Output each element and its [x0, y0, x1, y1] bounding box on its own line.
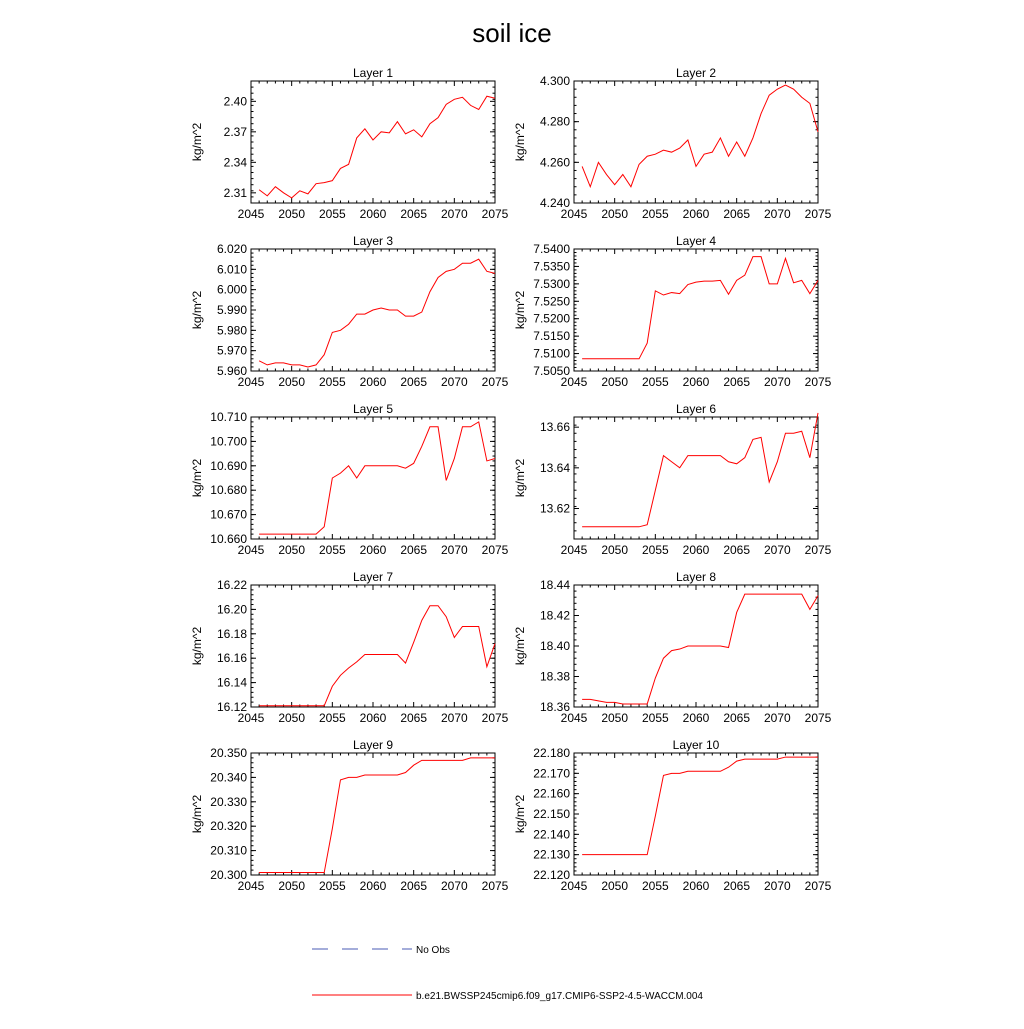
- y-axis-label: kg/m^2: [190, 290, 204, 330]
- panel-title: Layer 7: [352, 570, 394, 584]
- x-tick-label: 2065: [723, 879, 751, 893]
- series-line: [259, 422, 495, 534]
- plot-frame: [251, 753, 495, 875]
- y-tick-label: 22.170: [533, 766, 570, 781]
- series-line: [259, 758, 495, 873]
- y-tick-label: 20.320: [210, 819, 247, 834]
- x-tick-label: 2065: [400, 543, 428, 557]
- x-tick-label: 2055: [318, 375, 346, 389]
- x-tick-label: 2065: [400, 375, 428, 389]
- x-tick-label: 2075: [481, 207, 509, 221]
- panel-layer-4: [513, 234, 832, 389]
- x-tick-label: 2065: [400, 207, 428, 221]
- x-tick-label: 2060: [682, 207, 710, 221]
- y-tick-label: 22.120: [533, 868, 570, 882]
- y-tick-label: 18.44: [539, 578, 570, 592]
- x-tick-label: 2075: [804, 375, 832, 389]
- x-tick-label: 2055: [318, 711, 346, 725]
- y-tick-label: 20.350: [210, 746, 247, 760]
- panel-layer-6: [513, 402, 832, 557]
- x-tick-label: 2060: [682, 879, 710, 893]
- x-tick-label: 2045: [560, 375, 588, 389]
- x-tick-label: 2070: [440, 375, 468, 389]
- y-tick-label: 2.40: [223, 94, 247, 109]
- x-tick-label: 2050: [278, 207, 306, 221]
- x-tick-label: 2070: [763, 207, 791, 221]
- y-axis-label: kg/m^2: [513, 794, 527, 834]
- y-tick-label: 10.710: [210, 410, 247, 424]
- y-tick-label: 22.180: [533, 746, 570, 760]
- y-tick-label: 6.010: [216, 262, 247, 277]
- y-tick-label: 22.150: [533, 807, 570, 821]
- y-axis-label: kg/m^2: [190, 458, 204, 498]
- x-tick-label: 2060: [359, 879, 387, 893]
- x-tick-label: 2055: [318, 879, 346, 893]
- series-line: [259, 259, 495, 367]
- y-axis-label: kg/m^2: [513, 122, 527, 162]
- y-tick-label: 16.12: [216, 700, 247, 714]
- panel-layer-3: [190, 234, 509, 389]
- y-tick-label: 4.240: [539, 196, 570, 210]
- y-tick-label: 20.330: [210, 794, 247, 809]
- y-tick-label: 16.20: [216, 602, 247, 617]
- panel-layer-1: [190, 66, 509, 221]
- y-tick-label: 22.130: [533, 847, 570, 862]
- y-tick-label: 4.260: [539, 155, 570, 170]
- y-tick-label: 7.5150: [533, 329, 570, 344]
- y-tick-label: 7.5050: [533, 364, 570, 378]
- x-tick-label: 2055: [641, 879, 669, 893]
- plot-frame: [251, 81, 495, 203]
- y-tick-label: 10.700: [210, 434, 247, 449]
- y-tick-label: 6.020: [216, 242, 247, 256]
- x-tick-label: 2050: [601, 879, 629, 893]
- x-tick-label: 2065: [400, 879, 428, 893]
- x-tick-label: 2055: [318, 207, 346, 221]
- x-tick-label: 2050: [601, 375, 629, 389]
- plot-frame: [574, 417, 818, 539]
- x-tick-label: 2065: [723, 375, 751, 389]
- y-tick-label: 4.300: [539, 74, 570, 88]
- x-tick-label: 2050: [601, 207, 629, 221]
- y-tick-label: 7.5400: [533, 242, 570, 256]
- x-tick-label: 2055: [641, 711, 669, 725]
- y-tick-label: 2.34: [223, 155, 247, 170]
- y-tick-label: 10.670: [210, 507, 247, 522]
- y-tick-label: 5.960: [216, 364, 247, 378]
- x-tick-label: 2050: [278, 879, 306, 893]
- y-tick-label: 5.980: [216, 323, 247, 338]
- y-tick-label: 20.300: [210, 868, 247, 882]
- y-tick-label: 7.5350: [533, 259, 570, 274]
- x-tick-label: 2060: [682, 711, 710, 725]
- y-tick-label: 18.42: [539, 608, 570, 623]
- y-tick-label: 18.36: [539, 700, 570, 714]
- y-tick-label: 20.340: [210, 770, 247, 785]
- x-tick-label: 2070: [440, 207, 468, 221]
- x-tick-label: 2050: [278, 375, 306, 389]
- panel-layer-5: [190, 402, 509, 557]
- x-tick-label: 2070: [440, 711, 468, 725]
- legend: [312, 945, 703, 1002]
- x-tick-label: 2075: [481, 375, 509, 389]
- x-tick-label: 2060: [359, 543, 387, 557]
- x-tick-label: 2045: [560, 711, 588, 725]
- y-tick-label: 6.000: [216, 282, 247, 297]
- y-tick-label: 7.5250: [533, 294, 570, 309]
- y-tick-label: 2.31: [223, 185, 247, 200]
- x-tick-label: 2075: [804, 879, 832, 893]
- x-tick-label: 2075: [481, 879, 509, 893]
- series-line: [582, 757, 818, 855]
- x-tick-label: 2065: [723, 711, 751, 725]
- series-line: [259, 606, 495, 706]
- x-tick-label: 2075: [481, 543, 509, 557]
- y-tick-label: 7.5100: [533, 346, 570, 361]
- series-line: [582, 257, 818, 359]
- x-tick-label: 2060: [359, 207, 387, 221]
- x-tick-label: 2065: [400, 711, 428, 725]
- panel-title: Layer 4: [675, 234, 717, 248]
- x-tick-label: 2070: [763, 711, 791, 725]
- x-tick-label: 2050: [601, 543, 629, 557]
- y-tick-label: 16.22: [216, 578, 247, 592]
- x-tick-label: 2045: [237, 711, 265, 725]
- x-tick-label: 2070: [440, 879, 468, 893]
- panel-layer-7: [190, 570, 509, 725]
- x-tick-label: 2070: [763, 879, 791, 893]
- y-axis-label: kg/m^2: [513, 290, 527, 330]
- x-tick-label: 2070: [440, 543, 468, 557]
- y-axis-label: kg/m^2: [190, 794, 204, 834]
- x-tick-label: 2060: [682, 543, 710, 557]
- panel-title: Layer 10: [672, 738, 720, 752]
- panel-title: Layer 5: [352, 402, 394, 416]
- y-tick-label: 16.16: [216, 651, 247, 666]
- x-tick-label: 2045: [560, 879, 588, 893]
- y-tick-label: 22.140: [533, 827, 570, 842]
- x-tick-label: 2060: [359, 375, 387, 389]
- x-tick-label: 2065: [723, 543, 751, 557]
- y-tick-label: 4.280: [539, 114, 570, 129]
- y-tick-label: 2.37: [223, 124, 247, 139]
- x-tick-label: 2045: [237, 375, 265, 389]
- panel-title: Layer 9: [352, 738, 394, 752]
- x-tick-label: 2045: [560, 543, 588, 557]
- y-tick-label: 16.14: [216, 675, 247, 690]
- y-tick-label: 7.5300: [533, 276, 570, 291]
- x-tick-label: 2045: [237, 879, 265, 893]
- x-tick-label: 2075: [804, 711, 832, 725]
- panel-title: Layer 8: [675, 570, 717, 584]
- plot-frame: [251, 417, 495, 539]
- y-tick-label: 18.40: [539, 639, 570, 653]
- y-axis-label: kg/m^2: [190, 122, 204, 162]
- panel-title: Layer 3: [352, 234, 394, 248]
- panel-title: Layer 6: [675, 402, 717, 416]
- x-tick-label: 2070: [763, 375, 791, 389]
- figure-title: soil ice: [472, 18, 552, 48]
- y-tick-label: 10.660: [210, 532, 247, 546]
- x-tick-label: 2075: [804, 543, 832, 557]
- y-tick-label: 20.310: [210, 843, 247, 858]
- panels-container: [190, 66, 832, 893]
- x-tick-label: 2050: [278, 711, 306, 725]
- panel-layer-8: [513, 570, 832, 725]
- x-tick-label: 2045: [237, 207, 265, 221]
- y-tick-label: 5.990: [216, 303, 247, 317]
- series-line: [582, 85, 818, 187]
- y-tick-label: 13.62: [539, 501, 570, 516]
- x-tick-label: 2050: [601, 711, 629, 725]
- y-tick-label: 13.64: [539, 460, 570, 475]
- y-tick-label: 18.38: [539, 669, 570, 684]
- x-tick-label: 2055: [641, 543, 669, 557]
- x-tick-label: 2050: [278, 543, 306, 557]
- plot-frame: [574, 249, 818, 371]
- y-tick-label: 10.690: [210, 458, 247, 473]
- x-tick-label: 2075: [481, 711, 509, 725]
- y-tick-label: 7.5200: [533, 311, 570, 326]
- x-tick-label: 2045: [560, 207, 588, 221]
- y-axis-label: kg/m^2: [513, 626, 527, 666]
- x-tick-label: 2060: [682, 375, 710, 389]
- series-line: [259, 96, 495, 198]
- panel-layer-10: [513, 738, 832, 893]
- y-tick-label: 10.680: [210, 483, 247, 498]
- x-tick-label: 2055: [641, 375, 669, 389]
- x-tick-label: 2045: [237, 543, 265, 557]
- y-tick-label: 16.18: [216, 626, 247, 641]
- x-tick-label: 2055: [318, 543, 346, 557]
- x-tick-label: 2060: [359, 711, 387, 725]
- legend-model-label: b.e21.BWSSP245cmip6.f09_g17.CMIP6-SSP2-4.5-WACCM.004: [416, 991, 703, 1002]
- panel-layer-9: [190, 738, 509, 893]
- x-tick-label: 2065: [723, 207, 751, 221]
- legend-obs-label: No Obs: [416, 945, 450, 956]
- y-tick-label: 13.66: [539, 420, 570, 435]
- x-tick-label: 2070: [763, 543, 791, 557]
- series-line: [582, 413, 818, 527]
- panel-layer-2: [513, 66, 832, 221]
- plot-frame: [251, 585, 495, 707]
- series-line: [582, 594, 818, 704]
- y-tick-label: 22.160: [533, 786, 570, 801]
- x-tick-label: 2055: [641, 207, 669, 221]
- y-axis-label: kg/m^2: [190, 626, 204, 666]
- plot-frame: [574, 81, 818, 203]
- y-tick-label: 5.970: [216, 343, 247, 358]
- y-axis-label: kg/m^2: [513, 458, 527, 498]
- panel-title: Layer 1: [352, 66, 394, 80]
- panel-title: Layer 2: [675, 66, 717, 80]
- x-tick-label: 2075: [804, 207, 832, 221]
